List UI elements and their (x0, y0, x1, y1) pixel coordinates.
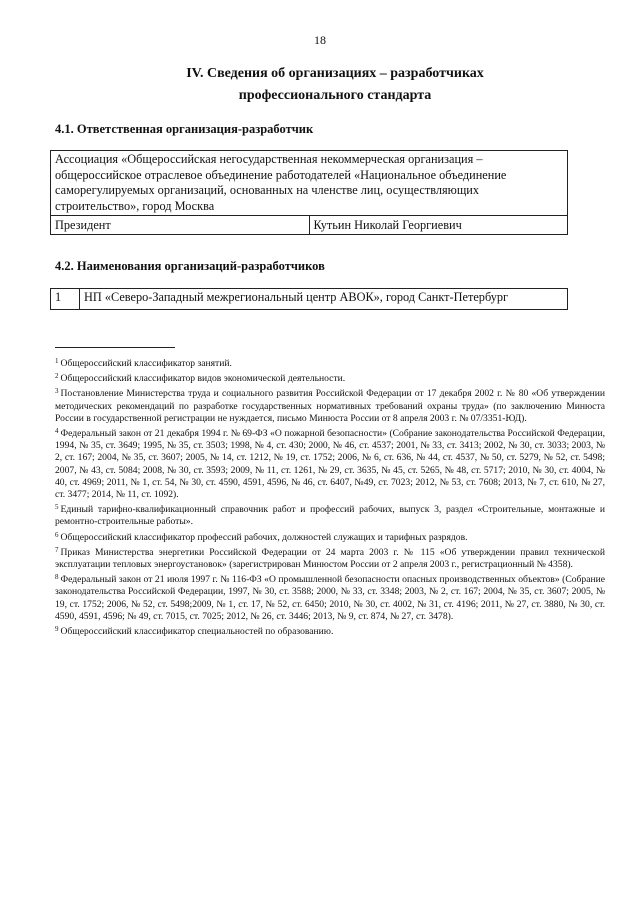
footnote-mark: 2 (55, 372, 59, 381)
developer-orgs-heading: 4.2. Наименования организаций-разработчиков (55, 259, 325, 273)
responsible-org-heading: 4.1. Ответственная организация-разработчик (55, 122, 314, 136)
footnote (55, 529, 605, 544)
footnote (55, 501, 605, 528)
footnote (55, 544, 605, 571)
footnote-mark: 7 (55, 545, 59, 554)
footnote-mark: 9 (55, 625, 59, 634)
footnote-text: Общероссийский классификатор видов экономической деятельности. (60, 373, 346, 385)
responsible-org-table (50, 150, 568, 235)
footnote-text: Общероссийский классификатор профессий рабочих, должностей служащих и тарифных разрядов. (60, 531, 468, 543)
footnote (55, 623, 605, 638)
developer-org-name: НП «Северо-Западный межрегиональный центр АВОК», город Санкт-Петербург (80, 289, 568, 310)
section-title-line2: профессионального стандарта (238, 88, 432, 103)
responsible-org-description: Ассоциация «Общероссийская негосударственная некоммерческая организация – общероссийское отраслевое объединение работодателей «Национальное объединение саморегулируемых организаций, основанных на членстве лиц, осуществляющих строительство», город Москва (51, 151, 568, 216)
footnotes (55, 355, 605, 638)
footnote-text: Приказ Министерства энергетики Российской Федерации от 24 марта 2003 г. № 115 «Об утверждении правил технической эксплуатации тепловых энергоустановок» (зарегистрирован Минюстом России от 2 апреля 2003 г., регистрационный № 4358). (55, 546, 605, 571)
footnote-text: Постановление Министерства труда и социального развития Российской Федерации от 17 декабря 2002 г. № 80 «Об утверждении методических рекомендаций по разработке государственных нормативных требований охраны труда» (по заключению Минюста России в государственной регистрации не нуждается, письмо Минюста России от 8 апреля 2003 г. № 07/3351-ЮД). (55, 388, 605, 424)
footnote (55, 425, 605, 501)
footnote-text: Федеральный закон от 21 декабря 1994 г. № 69-ФЗ «О пожарной безопасности» (Собрание законодательства Российской Федерации, 1994, № 35, ст. 3649; 1995, № 35, ст. 3503; 1998, № 4, ст. 430; 2000, № 46, ст. 4537; 2001, № 33, ст. 3413; 2002, № 30, ст. 3033; 2003, № 2, ст. 167; 2004, № 35, ст. 3607; 2005, № 14, ст. 1212, № 19, ст. 1752; 2006, № 6, ст. 636, № 44, ст. 4537, № 50, ст. 5279, № 52, ст. 5498; 2007, № 43, ст. 5084; 2008, № 30, ст. 3593; 2009, № 11, ст. 1261, № 29, ст. 3635, № 45, ст. 5265, № 48, ст. 5717; 2010, № 30, ст. 4004, № 40, ст. 4969; 2011, № 1, ст. 54, № 30, ст. 4590, 4591, 4596, № 46, ст. 6407, №49, ст. 7023; 2012, № 53, ст. 7608; 2013, № 7, ст. 610, № 27, ст. 3477; 2014, № 11, ст. 1092). (55, 428, 605, 501)
footnote-mark: 3 (55, 387, 59, 396)
section-title (120, 63, 550, 107)
section-title-line1: IV. Сведения об организациях – разработчиках (186, 66, 484, 81)
responsible-org-person: Кутьин Николай Георгиевич (309, 216, 568, 235)
footnote-text: Общероссийский классификатор занятий. (60, 358, 232, 369)
footnote-mark: 4 (55, 427, 59, 436)
table-row (51, 289, 568, 310)
developer-orgs-table (50, 288, 568, 310)
footnote-mark: 8 (55, 573, 59, 582)
footnote (55, 571, 605, 623)
footnote-text: Общероссийский классификатор специальностей по образованию. (60, 626, 334, 638)
footnote-text: Федеральный закон от 21 июля 1997 г. № 116-ФЗ «О промышленной безопасности опасных производственных объектов» (Собрание законодательства Российской Федерации, 1997, № 30, ст. 3588; 2000, № 33, ст. 3348; 2003, № 2, ст. 167; 2004, № 35, ст. 3607; 2005, № 19, ст. 1752; 2006, № 52, ст. 5498;2009, № 1, ст. 17, № 52, ст. 6450; 2010, № 30, ст. 4002, № 31, ст. 4196; 2011, № 27, ст. 3880, № 30, ст. 4590, 4591, 4596; № 49, ст. 7015, ст. 7025; 2012, № 26, ст. 3446; 2013, № 9, ст. 874, № 27, ст. 3478). (55, 574, 605, 622)
footnote (55, 370, 605, 385)
footnote-text: Единый тарифно-квалификационный справочник работ и профессий рабочих, выпуск 3, раздел «Строительные, монтажные и ремонтно-строительные работы». (55, 504, 605, 528)
footnote (55, 385, 605, 425)
developer-org-number: 1 (51, 289, 80, 310)
responsible-org-position: Президент (51, 216, 310, 235)
footnote-separator (55, 347, 175, 348)
footnote-mark: 1 (55, 357, 59, 365)
page-number: 18 (314, 33, 326, 47)
footnote-mark: 5 (55, 503, 59, 512)
footnote (55, 355, 605, 370)
footnote-mark: 6 (55, 530, 59, 539)
